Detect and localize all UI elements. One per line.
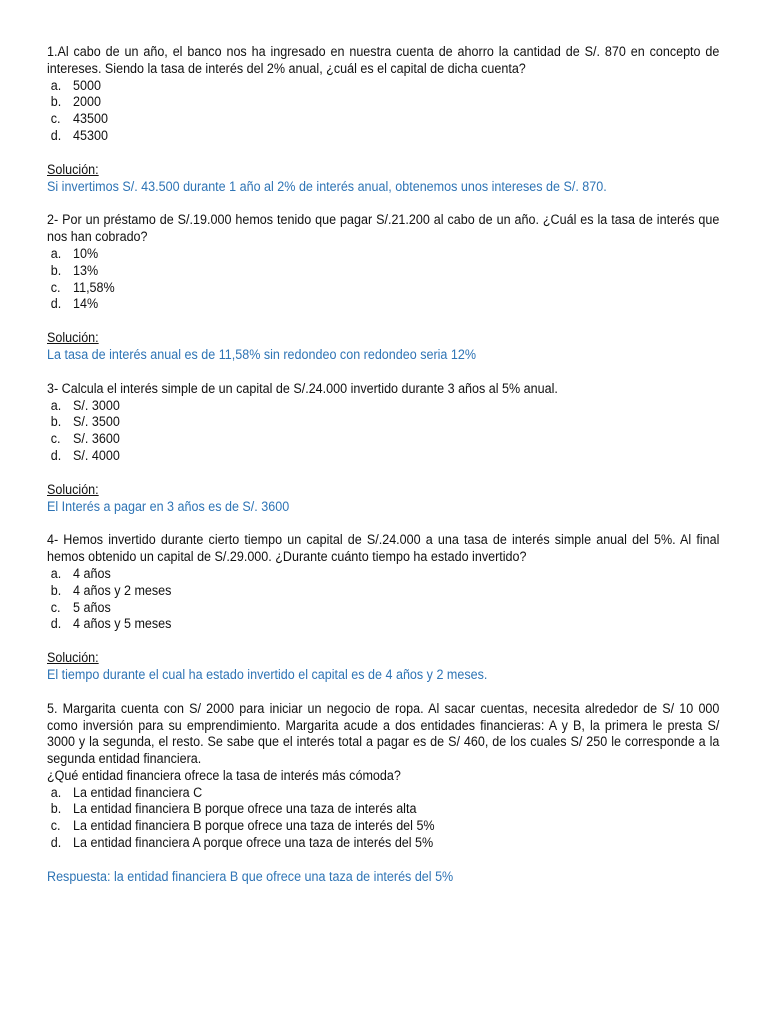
question-text: 3- Calcula el interés simple de un capital de S/.24.000 invertido durante 3 años al 5% anual. bbox=[47, 380, 558, 396]
option-a: a. 10% bbox=[50, 245, 99, 261]
option-a: a. 5000 bbox=[50, 77, 101, 93]
solution-text: La tasa de interés anual es de 11,58% sin redondeo con redondeo seria 12% bbox=[47, 346, 477, 362]
option-a: a. 4 años bbox=[50, 565, 111, 581]
solution-text: El Interés a pagar en 3 años es de S/. 3600 bbox=[47, 498, 290, 514]
option-d: d. S/. 4000 bbox=[50, 447, 120, 463]
options-list bbox=[47, 566, 719, 633]
question-prompt: ¿Qué entidad financiera ofrece la tasa de interés más cómoda? bbox=[47, 767, 401, 783]
option-c: c. La entidad financiera B porque ofrece una taza de interés del 5% bbox=[50, 818, 435, 834]
options-list bbox=[47, 398, 719, 465]
question-text: 5. Margarita cuenta con S/ 2000 para iniciar un negocio de ropa. Al sacar cuentas, necesita alrededor de S/ 10 000 como inversión para su emprendimiento. Margarita acude a dos entidades financieras: A y B, la primera le presta S/ 3000 y la segunda, el resto. Se sabe que el interés total a pagar es de S/ 460, de los cuales S/ 250 le corresponde a la segunda entidad financiera. bbox=[47, 700, 720, 767]
solution-text: El tiempo durante el cual ha estado invertido el capital es de 4 años y 2 meses. bbox=[47, 666, 488, 682]
option-d: d. 4 años y 5 meses bbox=[50, 616, 172, 632]
question-text: 2- Por un préstamo de S/.19.000 hemos tenido que pagar S/.21.200 al cabo de un año. ¿Cuál es la tasa de interés que nos han cobrado? bbox=[47, 212, 720, 245]
options-list bbox=[47, 785, 719, 852]
answer-text: Respuesta: la entidad financiera B que ofrece una taza de interés del 5% bbox=[47, 868, 454, 884]
option-b: b. 13% bbox=[50, 262, 99, 278]
question-text: 1.Al cabo de un año, el banco nos ha ingresado en nuestra cuenta de ahorro la cantidad de S/. 870 en concepto de intereses. Siendo la tasa de interés del 2% anual, ¿cuál es el capital de dicha cuenta? bbox=[47, 44, 720, 76]
solution-label: Solución: bbox=[47, 650, 99, 666]
option-c: c. 43500 bbox=[50, 111, 108, 127]
document-page bbox=[47, 44, 719, 886]
question-text: 4- Hemos invertido durante cierto tiempo un capital de S/.24.000 a una tasa de interés simple anual del 5%. Al final hemos obtenido un capital de S/.29.000. ¿Durante cuánto tiempo ha estado invertido? bbox=[47, 532, 720, 565]
solution-label: Solución: bbox=[47, 330, 99, 346]
option-a: a. La entidad financiera C bbox=[50, 784, 203, 800]
option-b: b. 2000 bbox=[50, 94, 101, 110]
option-b: b. S/. 3500 bbox=[50, 414, 120, 430]
option-d: d. 45300 bbox=[50, 127, 108, 143]
question-5 bbox=[47, 701, 719, 886]
question-3 bbox=[47, 381, 719, 516]
option-c: c. 11,58% bbox=[50, 279, 115, 295]
option-b: b. La entidad financiera B porque ofrece una taza de interés alta bbox=[50, 801, 417, 817]
solution-label: Solución: bbox=[47, 161, 99, 177]
option-c: c. S/. 3600 bbox=[50, 431, 120, 447]
option-d: d. 14% bbox=[50, 296, 99, 312]
option-a: a. S/. 3000 bbox=[50, 397, 120, 413]
options-list bbox=[47, 246, 719, 313]
option-c: c. 5 años bbox=[50, 599, 111, 615]
question-4 bbox=[47, 532, 719, 683]
option-b: b. 4 años y 2 meses bbox=[50, 582, 172, 598]
solution-text: Si invertimos S/. 43.500 durante 1 año al 2% de interés anual, obtenemos unos intereses de S/. 870. bbox=[47, 178, 607, 194]
options-list bbox=[47, 78, 719, 145]
option-d: d. La entidad financiera A porque ofrece una taza de interés del 5% bbox=[50, 835, 434, 851]
question-1 bbox=[47, 44, 719, 195]
question-2 bbox=[47, 212, 719, 363]
solution-label: Solución: bbox=[47, 481, 99, 497]
